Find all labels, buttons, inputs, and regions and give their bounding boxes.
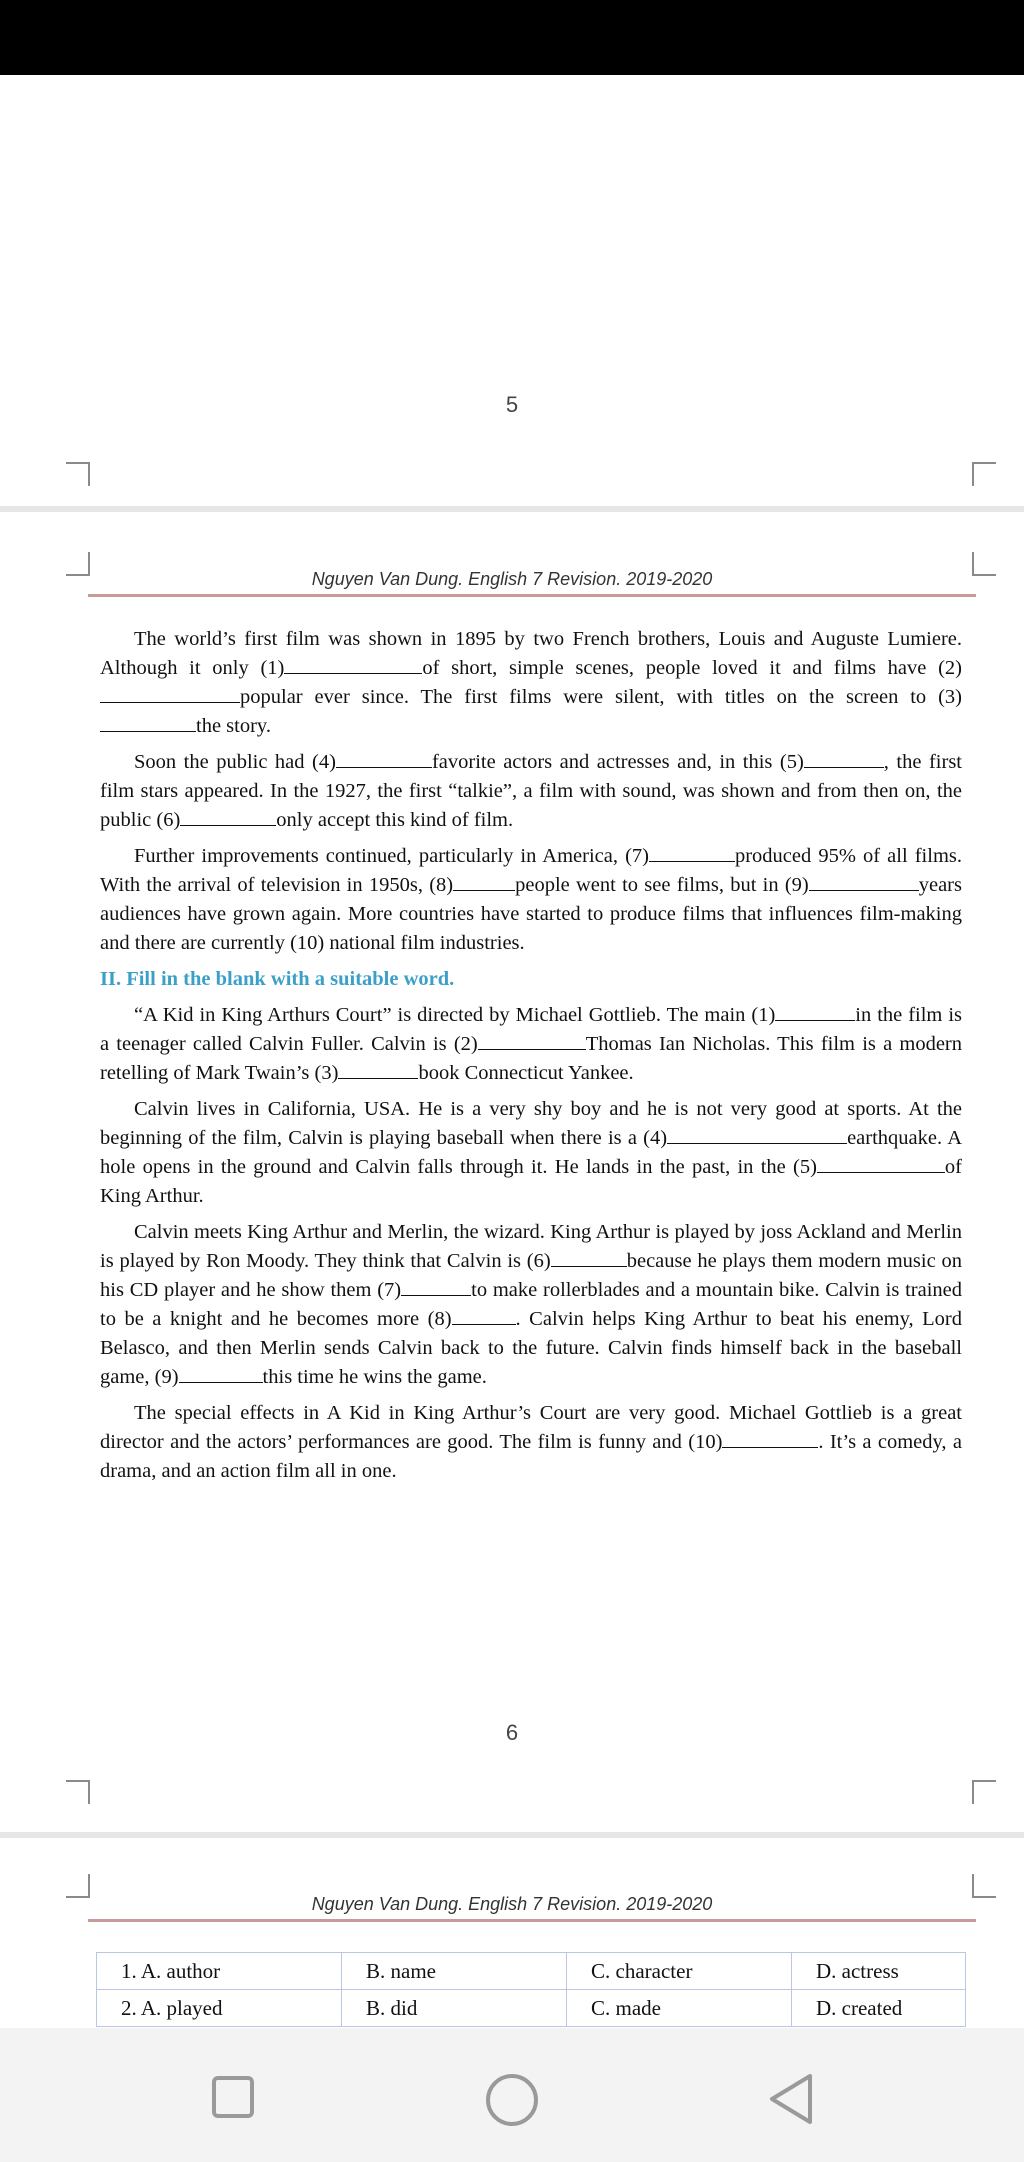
paragraph: Further improvements continued, particularly in America, (7) produced 95% of all films. With the arrival of television in 1950s, (8) people went to see films, but in (9) years audiences have grown again. More countries have started to produce films that influences film-making and there are currently (10) national film industries. [100, 845, 962, 954]
crop-mark [972, 1780, 996, 1804]
page-separator [0, 1832, 1024, 1838]
paragraph: “A Kid in King Arthurs Court” is directed by Michael Gottlieb. The main (1) in the film is a teenager called Calvin Fuller. Calvin is (2) Thomas Ian Nicholas. This film is a modern retelling of Mark Twain’s (3) book Connecticut Yankee. [100, 1004, 963, 1084]
option-cell: D. actress [792, 1953, 966, 1990]
paragraph: The world’s first film was shown in 1895 by two French brothers, Louis and Auguste Lumiere. Although it only (1) of short, simple scenes, people loved it and films have (2)popular ever since. The first films were silent, with titles on the screen to (3)the story. [100, 628, 962, 737]
crop-mark [66, 462, 90, 486]
option-cell: C. made [567, 1990, 792, 2027]
status-bar [0, 0, 1024, 75]
document-body [100, 625, 962, 1493]
page-separator [0, 506, 1024, 512]
page-number: 6 [505, 1720, 519, 1745]
option-cell: 1. A. author [97, 1953, 342, 1990]
paragraph: The special effects in A Kid in King Arthur’s Court are very good. Michael Gottlieb is a great director and the actors’ performances are good. The film is funny and (10) . It’s a comedy, a drama, and an action film all in one. [100, 1402, 962, 1482]
recent-apps-icon[interactable] [210, 2074, 256, 2120]
table-row [97, 1953, 966, 1990]
home-icon[interactable] [484, 2072, 540, 2128]
option-cell: 2. A. played [97, 1990, 342, 2027]
paragraph: Calvin lives in California, USA. He is a very shy boy and he is not very good at sports. At the beginning of the film, Calvin is playing baseball when there is a (4) earthquake. A hole opens in the ground and Calvin falls through it. He lands in the past, in the (5) of King Arthur. [100, 1098, 962, 1207]
page-header: Nguyen Van Dung. English 7 Revision. 2019-2020 [311, 1894, 713, 1914]
page-number: 5 [505, 392, 519, 417]
options-table [96, 1952, 966, 2027]
page-header: Nguyen Van Dung. English 7 Revision. 2019-2020 [311, 569, 713, 589]
paragraph: Soon the public had (4) favorite actors and actresses and, in this (5) , the first film stars appeared. In the 1927, the first “talkie”, a film with sound, was shown and from then on, the public (6) only accept this kind of film. [100, 751, 962, 831]
crop-mark [972, 462, 996, 486]
section-heading: II. Fill in the blank with a suitable word. [100, 968, 455, 990]
navigation-bar [0, 2028, 1024, 2162]
option-cell: B. name [342, 1953, 567, 1990]
back-icon[interactable] [766, 2072, 816, 2126]
paragraph: Calvin meets King Arthur and Merlin, the wizard. King Arthur is played by joss Ackland and Merlin is played by Ron Moody. They think that Calvin is (6) because he plays them modern music on his CD player and he show them (7) to make rollerblades and a mountain bike. Calvin is trained to be a knight and he becomes more (8) . Calvin helps King Arthur to beat his enemy, Lord Belasco, and then Merlin sends Calvin back to the future. Calvin finds himself back in the baseball game, (9) this time he wins the game. [100, 1221, 962, 1388]
header-rule [88, 1919, 976, 1922]
header-rule [88, 594, 976, 597]
table-row [97, 1990, 966, 2027]
crop-mark [66, 1780, 90, 1804]
option-cell: D. created [792, 1990, 966, 2027]
option-cell: C. character [567, 1953, 792, 1990]
option-cell: B. did [342, 1990, 567, 2027]
